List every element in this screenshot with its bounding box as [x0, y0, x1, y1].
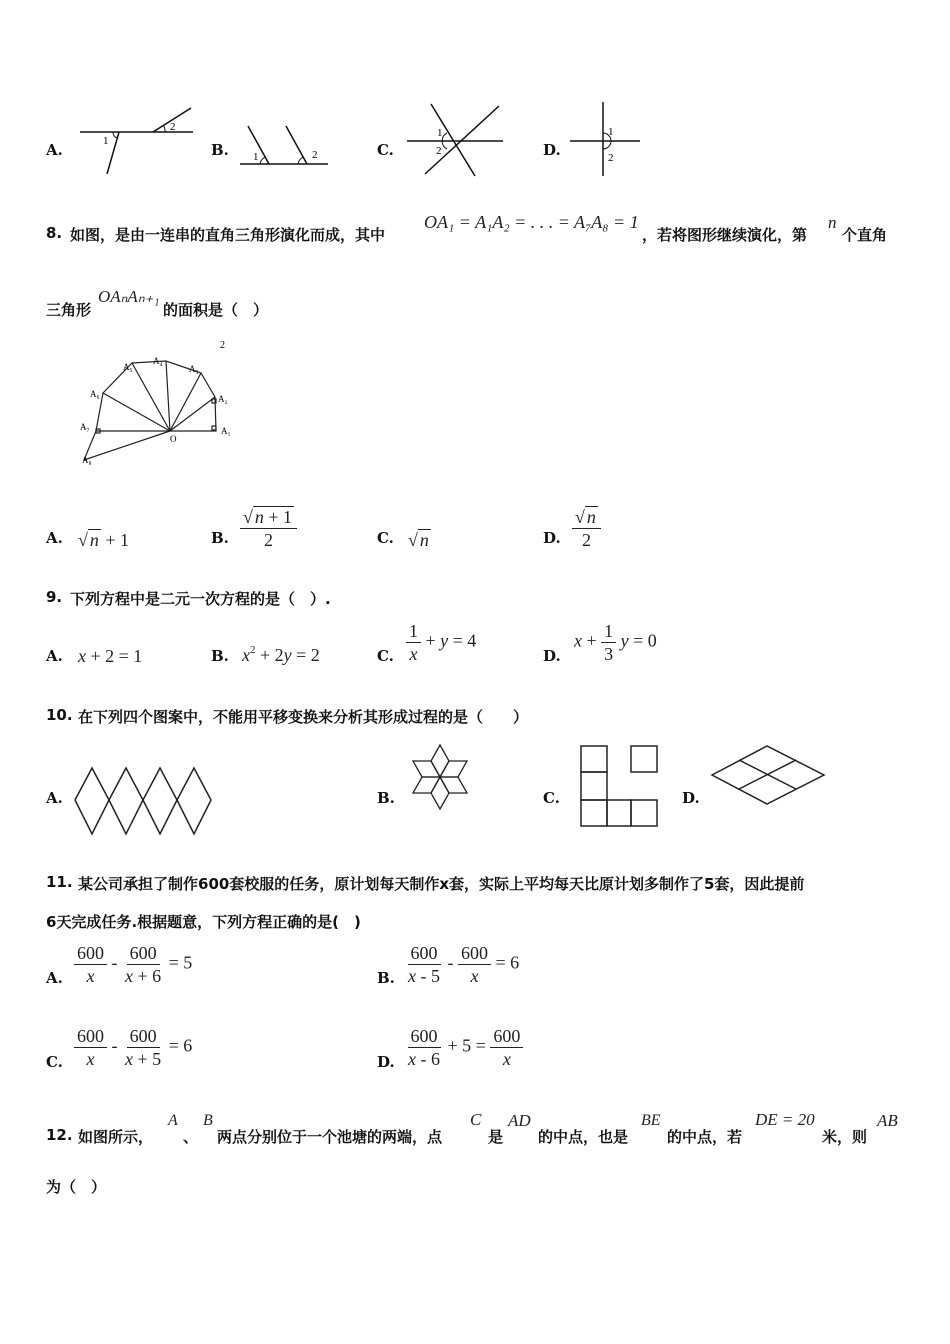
- q12-text-d: 的中点，也是: [538, 1128, 629, 1146]
- q12-text-b: 两点分别位于一个池塘的两端，点: [217, 1128, 443, 1146]
- q11-option-a-label[interactable]: A.: [46, 969, 63, 987]
- q8-n: n: [828, 213, 837, 232]
- q12-sep: 、: [183, 1128, 199, 1146]
- q7-option-d-label[interactable]: D.: [543, 141, 561, 159]
- q7-option-a-label[interactable]: A.: [46, 141, 63, 159]
- q8-option-d-label[interactable]: D.: [543, 529, 561, 547]
- q9-text: 下列方程中是二元一次方程的是（ ）.: [70, 590, 331, 608]
- q9-option-d-label[interactable]: D.: [543, 647, 561, 665]
- q10-figure-b: [402, 737, 478, 817]
- q11-option-d-label[interactable]: D.: [377, 1053, 395, 1071]
- svg-text:1: 1: [437, 127, 443, 139]
- q8-option-c-expr: √ n: [408, 530, 429, 550]
- q8-option-d-expr: $\frac{√ n}{2}$: [572, 506, 601, 551]
- svg-text:2: 2: [436, 145, 442, 157]
- svg-text:2: 2: [170, 121, 176, 133]
- q8-option-a-expr: √ n + 1: [78, 530, 130, 550]
- q12-ad: AD: [508, 1111, 531, 1130]
- q11-number: 11.: [46, 873, 73, 891]
- q8-line2-b: 的面积是（ ）: [163, 301, 269, 319]
- q8-label-a7: A₇: [80, 422, 90, 432]
- q9-option-d-expr: x + $\frac{1}{3}$ y = 0: [574, 621, 657, 664]
- q8-text-a: 如图，是由一连串的直角三角形演化而成，其中: [70, 226, 386, 244]
- q8-option-a-label[interactable]: A.: [46, 529, 63, 547]
- q7-option-b-label[interactable]: B.: [211, 141, 229, 159]
- q12-point-c: C: [470, 1110, 482, 1129]
- q12-be: BE: [641, 1112, 661, 1129]
- q8-option-c-label[interactable]: C.: [377, 529, 394, 547]
- q10-number: 10.: [46, 706, 73, 724]
- q8-label-a6: A₆: [90, 389, 100, 399]
- q8-label-a2: A₂: [218, 394, 228, 404]
- q11-option-d-expr: $\frac{600}{x - 6}$ + 5 = $\frac{600}{x}$: [405, 1025, 523, 1070]
- q10-option-c-label[interactable]: C.: [543, 789, 560, 807]
- svg-text:1: 1: [103, 135, 109, 147]
- svg-text:1: 1: [608, 126, 614, 138]
- q11-text2: 6天完成任务.根据题意，下列方程正确的是( ): [46, 913, 361, 931]
- q10-figure-c: [577, 742, 662, 830]
- q7-figure-a: [75, 100, 200, 180]
- q8-number: 8.: [46, 224, 63, 242]
- q12-text-e: 的中点，若: [667, 1128, 743, 1146]
- q9-option-c-expr: $\frac{1}{x}$ + y = 4: [406, 620, 476, 665]
- q12-text-a: 如图所示，: [78, 1128, 154, 1146]
- q10-option-a-label[interactable]: A.: [46, 789, 63, 807]
- q12-condition: DE = 20: [755, 1110, 815, 1129]
- q8-label-a3: A₃: [189, 364, 199, 374]
- q8-label-a1: A₁: [221, 426, 231, 436]
- q10-figure-d: [708, 742, 830, 808]
- q12-number: 12.: [46, 1126, 73, 1144]
- q12-point-b: B: [203, 1112, 213, 1129]
- q8-spiral-figure: [76, 335, 246, 470]
- q11-text: 某公司承担了制作600套校服的任务，原计划每天制作x套，实际上平均每天比原计划多制作了5套，因此提前: [78, 875, 805, 893]
- q11-option-a-expr: $\frac{600}{x}$ - $\frac{600}{x + 6}$ = 5: [74, 942, 192, 987]
- q8-label-a5: A₅: [123, 362, 133, 372]
- q10-text: 在下列四个图案中，不能用平移变换来分析其形成过程的是（ ）: [78, 708, 529, 726]
- q8-label-2: 2: [220, 340, 225, 351]
- q7-figure-c: [403, 100, 508, 180]
- q7-option-c-label[interactable]: C.: [377, 141, 394, 159]
- svg-text:2: 2: [312, 149, 318, 161]
- q9-option-a-label[interactable]: A.: [46, 647, 63, 665]
- q8-text-b: ，若将图形继续演化，第: [642, 226, 808, 244]
- q8-label-a8: A₈: [82, 455, 92, 465]
- q11-option-c-expr: $\frac{600}{x}$ - $\frac{600}{x + 5}$ = 6: [74, 1025, 192, 1070]
- q12-point-a: A: [168, 1112, 178, 1129]
- q12-text-c: 是: [488, 1128, 504, 1146]
- q11-option-b-expr: $\frac{600}{x - 5}$ - $\frac{600}{x}$ = 6: [408, 943, 520, 986]
- q10-figure-a: [72, 766, 214, 838]
- svg-text:2: 2: [608, 152, 614, 164]
- q12-line2: 为（ ）: [46, 1178, 107, 1196]
- q8-condition: OA₁ = A₁A₂ = . . . = A₇A₈ = 1: [424, 212, 639, 232]
- q10-option-d-label[interactable]: D.: [682, 789, 700, 807]
- svg-text:1: 1: [253, 151, 259, 163]
- q9-option-b-label[interactable]: B.: [211, 647, 229, 665]
- q11-option-b-label[interactable]: B.: [377, 969, 395, 987]
- q12-ab: AB: [877, 1111, 898, 1130]
- q9-number: 9.: [46, 588, 63, 606]
- q8-label-a4: A₄: [153, 356, 163, 366]
- q8-option-b-expr: $\frac{√ n + 1}{2}$: [240, 506, 297, 551]
- q12-text-f: 米，则: [822, 1128, 868, 1146]
- q10-option-b-label[interactable]: B.: [377, 789, 395, 807]
- q7-figure-b: [236, 120, 336, 170]
- q9-option-a-expr: x + 2 = 1: [78, 646, 143, 666]
- q7-figure-d: [566, 100, 646, 180]
- q8-line2-a: 三角形: [46, 301, 92, 319]
- q9-option-c-label[interactable]: C.: [377, 647, 394, 665]
- q8-option-b-label[interactable]: B.: [211, 529, 229, 547]
- q8-label-o: O: [170, 434, 177, 444]
- q8-triangle: OAₙAₙ₊₁: [98, 287, 160, 306]
- q9-option-b-expr: $x^2 + 2y = 2$: [242, 644, 320, 665]
- q11-option-c-label[interactable]: C.: [46, 1053, 63, 1071]
- q8-text-c: 个直角: [842, 226, 888, 244]
